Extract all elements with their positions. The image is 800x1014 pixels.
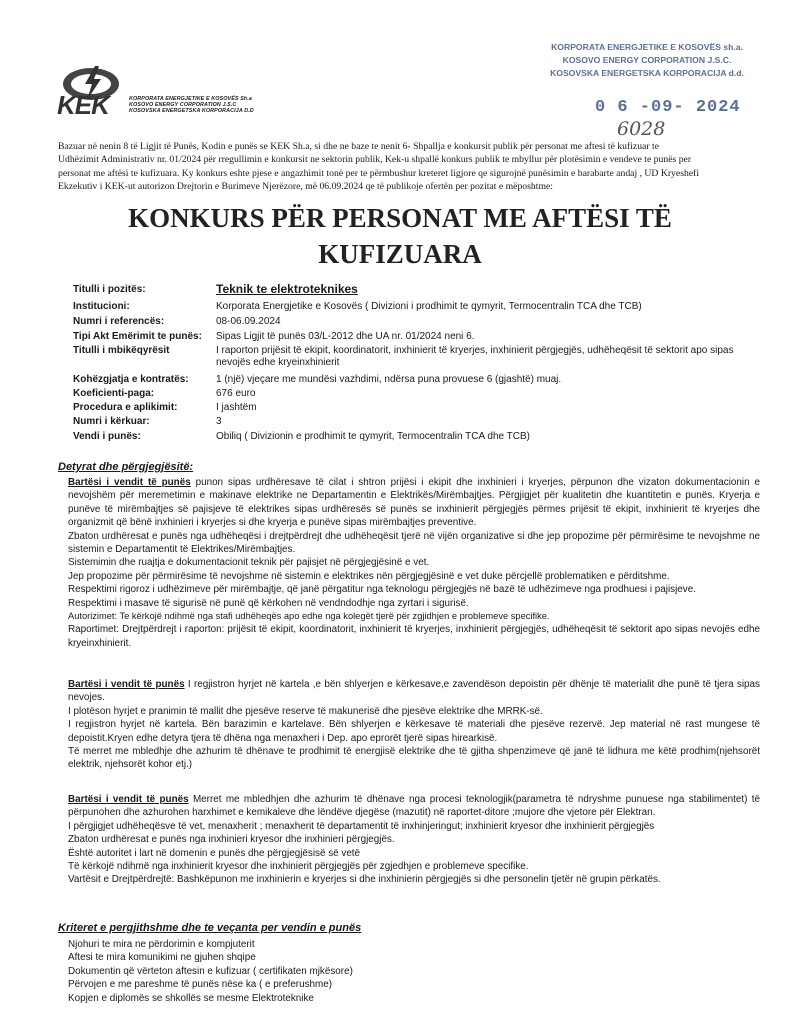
criteria-item: Njohuri te mira ne përdorimin e kompjuterit [68,939,255,950]
info-value: I raporton prijësit të ekipit, koordinatorit, inxhinierit të kryerjes, inxhinierit përgjegjës, udhëheqësit të sektorit apo sipas nevojës edhe kryeinxhinierit [216,345,734,368]
role-lead: Bartësi i vendit të punës [68,477,191,488]
info-label: Institucioni: [73,301,130,312]
stamp-line-3: KOSOVSKA ENERGETSKA KORPORACIJA d.d. [550,68,744,78]
stamp-line-2: KOSOVO ENERGY CORPORATION J.S.C. [562,55,732,65]
info-value: 08-06.09.2024 [216,316,281,327]
duties-block-2 [68,678,760,772]
stamp-line-1: KORPORATA ENERGJETIKE E KOSOVËS sh.a. [551,42,743,52]
duty-text: I përgjigjet udhëheqësve të vet, menaxherit ; menaxherit të departamentit të inxhinjeringut; inxhinierit kryesor dhe inxhinierit përgjegjës [68,820,655,832]
duty-text: I plotëson hyrjet e pranimin të mallit dhe pjesëve reserve të makunerisë dhe pjesëve elektrike dhe MRRK-së. [68,705,543,717]
criteria-heading: Kriteret e pergjithshme dhe te veçanta per vendin e punës [58,922,362,934]
info-value: Obiliq ( Divizionin e prodhimit te qymyrit, Termocentralin TCA dhe TCB) [216,431,531,442]
duty-text: I regjistron hyrjet në kartela. Bën barazimin e kartelave. Bën shlyerjen e kërkesave të materiali dhe pjesëve rezervë. Jep material në rast mungese të depoistit.Kryen edhe detyra tjera të dhëna nga menaxheri i Dep. apo eprorët tjerë sipas hirearkisë. [68,719,760,744]
info-value: 676 euro [216,388,256,399]
info-label: Numri i referencës: [73,316,165,327]
duty-text: Respektimi rigoroz i udhëzimeve për mirëmbajtje, që janë përgatitur nga teknologu përgjegjës në bazë të udhëzimeve nga prodhuesi i pajisjeve. [68,584,696,596]
duty-text: punon sipas urdhëresave të cilat i shtron prijësi i ekipit dhe inxhinieri i kryerjes, përpunon dhe vizaton dokumentacionin e nevojshëm për meremetimin e makinave elektrike ne Departamentin e Elektrikës/Mirëmbajtjes. Përgjigjet për kualitetin dhe kuantitetin e punës. Kryerja e punëve të mirëmbajtjes së pajisjeve të elektrikes sipas urdhëresës së punës se inxhinierit përgjegjës përmes prijësit të ekipit, inxhinierit të kryerjes dhe organizmit që bënë inxhinieri i kryerjes si dhe kryerja e punëve sipas mirëmbajtjes preventive. [68,477,760,529]
info-value: 1 (një) vjeçare me mundësi vazhdimi, ndërsa puna provuese 6 (gjashtë) muaj. [216,374,562,385]
criteria-item: Përvojen e me pareshme të punës nëse ka ( e preferushme) [68,979,333,991]
info-value: 3 [216,416,222,427]
duties-heading: Detyrat dhe përgjegjësitë: [58,461,194,473]
info-value: Sipas Ligjit të punës 03/L-2012 dhe UA nr. 01/2024 neni 6. [216,331,475,342]
info-value: Teknik te elektroteknikes [216,282,358,296]
duty-text: Të merret me mbledhje dhe azhurim të dhënave te prodhimit të energjisë elektrike dhe të gjitha shpenzimeve që janë të lidhura me këtë prodhim(njehsorët elektrik, njehsorët kohor etj.) [68,746,760,771]
document-title [60,200,740,272]
intro-paragraph [58,140,760,194]
info-label: Koeficienti-paga: [73,388,155,399]
intro-line: personat me aftësi te kufizuara. Ky konkurs eshte pjese e angazhimit tonë per te përmbushur kreteret ligjore qe sigurojnë punësimin e barabarte andaj , UD Kryeshefi [58,167,700,179]
duty-text: Zbaton urdhëresat e punës nga inxhinieri kryesor dhe inxhinieri përgjegjës. [68,834,395,846]
duty-text: Respektimi i masave të sigurisë në punë që kërkohen në vendndodhje nga zyrtari i sigurisë. [68,597,469,609]
duty-text: Autorizimet: Te kërkojë ndihmë nga stafi udhëheqës apo edhe nga kolegët tjerë për zgjidhjen e problemeve specifike. [68,611,550,622]
info-label: Numri i kërkuar: [73,416,150,427]
info-label: Kohëzgjatja e kontratës: [73,374,189,385]
info-label: Procedura e aplikimit: [73,402,178,413]
stamp-handwritten-number: 6028 [617,118,666,140]
info-value: Korporata Energjetike e Kosovës ( Divizioni i prodhimit te qymyrit, Termocentralin TCA dhe TCB) [216,301,642,312]
duties-block-3 [68,793,760,887]
duties-block-1 [68,476,760,650]
criteria-list [68,938,760,1005]
intro-line: Bazuar në nenin 8 të Ligjit të Punës, Kodin e punës se KEK Sh.a, si dhe ne baze te nenit 6- Shpallja e konkursit publik për personat me aftesi të kufizuar te [58,141,659,152]
kek-brand-text: KEK [57,90,109,120]
duty-text: Vartësit e Drejtpërdrejtë: Bashkëpunon me inxhinierin e kryerjes si dhe inxhinierin përgjegjës si dhe personelin tjetër në grupin përkatës. [68,874,661,886]
role-lead: Bartësi i vendit të punës [68,794,189,805]
criteria-item: Dokumentin që vërteton aftesin e kufizuar ( certifikaten mjkësore) [68,965,353,977]
title-line-2: KUFIZUARA [318,239,482,269]
logo-line-2: KOSOVO ENERGY CORPORATION J.S.C [129,102,237,108]
logo-line-3: KOSOVSKA ENERGETSKA KORPORACIJA D.D [129,108,254,114]
role-lead: Bartësi i vendit të punës [68,679,185,690]
criteria-item: Aftesi te mira komunikimi ne gjuhen shqipe [68,952,256,964]
duty-text: Merret me mbledhjen dhe azhurim të dhënave nga procesi teknologjik(parametra të ndryshme punuese nga stabilimentet) të përpunohen dhe azhurohen harxhimet e kemikaleve dhe lëndëve djegëse (mazutit) në raportet-ditore ;mujore dhe vjetore për Elektran. [68,794,760,819]
title-line-1: KONKURS PËR PERSONAT ME AFTËSI TË [128,203,672,233]
duty-text: Zbaton urdhëresat e punës nga udhëheqësi i drejtpërdrejt dhe udhëheqësit tjerë në vijën organizative si dhe jep propozime për përmirësime te nevojshme ne sistemin e Departamentit të Elektrikes/Mirëmbajtjes. [68,530,760,556]
duty-text: Sistemimin dhe ruajtja e dokumentacionit teknik për pajisjet në përgjegjësinë e vet. [68,557,430,569]
registry-stamp [533,38,761,140]
info-label: Vendi i punës: [73,431,141,442]
intro-line: Ekzekutiv i KEK-ut autorizon Drejtorin e Burimeve Njerëzore, më 06.09.2024 qe të publikoje ofertën per pozitat e mëposhtme: [58,181,553,193]
criteria-item: Kopjen e diplomës se shkollës se mesme Elektroteknike [68,992,314,1004]
logo-line-1: KORPORATA ENERGJETIKE E KOSOVËS Sh.a [129,96,253,102]
duty-text: Raportimet: Drejtpërdrejt i raporton: prijësit të ekipit, koordinatorit, inxhinierit të kryerjes, inxhinierit përgjegjës, udhëheqësit të sektorit apo sipas nevojës edhe kryeinxhinierit. [68,624,760,649]
duty-text: Është autoritet i lart në domenin e punës dhe përgjegjësisë së vetë [68,847,361,859]
duty-text: Jep propozime për përmirësime të nevojshme në sistemin e elektrikes nën përgjegjësinë e vet duke përcjellë problematiken e përditshme. [68,570,670,582]
duty-text: Të kërkojë ndihmë nga inxhinierit kryesor dhe inxhinierit përgjegjës për zgjedhjen e problemeve specifike. [68,861,529,873]
kek-logo [55,62,270,124]
info-value: I jashtëm [216,402,257,413]
stamp-date: 0 6 -09- 2024 [595,98,741,117]
info-label: Titulli i mbikëqyrësit [73,345,170,356]
info-label: Titulli i pozitës: [73,284,146,295]
info-label: Tipi Akt Emërimit te punës: [73,331,202,342]
intro-line: Udhëzimit Administrativ nr. 01/2024 për rregullimin e konkursit ne sektorin publik, Kek-u shpallë konkurs publik te mbyllur për plotësimin e vendeve te punës per [58,154,692,166]
duty-text: I regjistron hyrjet në kartela ,e bën shlyerjen e kërkesave,e zavendëson depoistin për dhënje të materialit dhe punë të tjera sipas nevojes. [68,679,760,704]
